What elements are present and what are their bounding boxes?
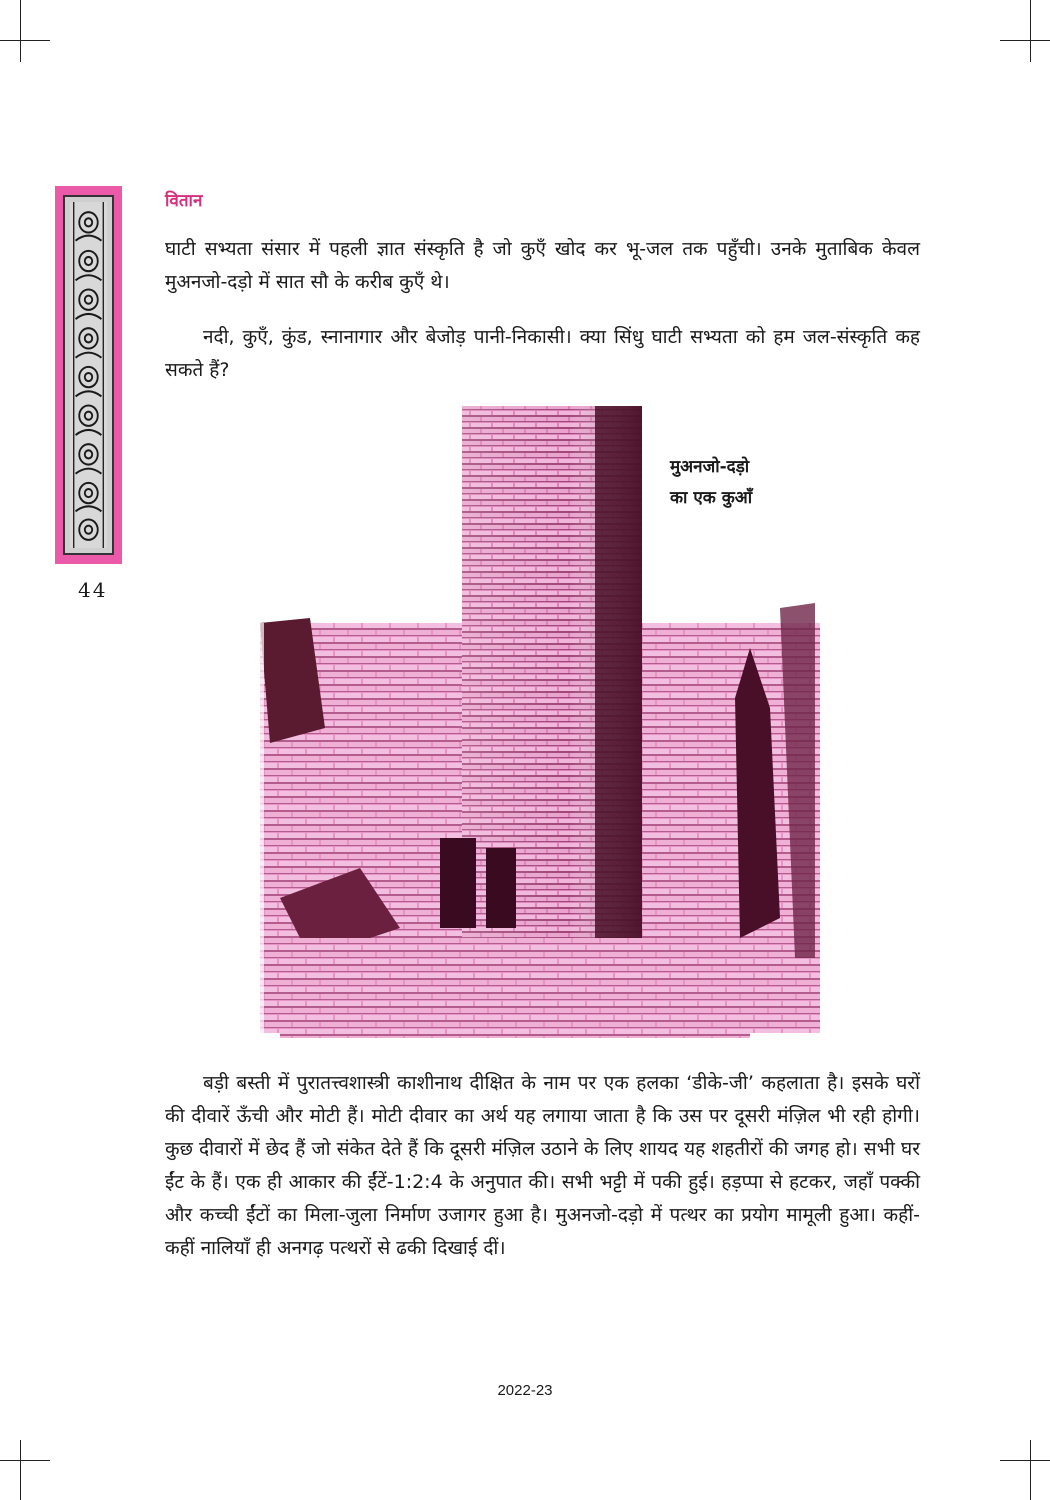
caption-line-1: मुअनजो-दड़ो [670,457,750,477]
crop-mark [1030,0,1031,62]
crop-mark [20,1440,21,1500]
crop-mark [0,1460,50,1461]
paragraph-3: बड़ी बस्ती में पुरातत्त्वशास्त्री काशीनाथ दीक्षित के नाम पर एक हलका ‘डीके-जी’ कहलाता है। इसके घरों की दीवारें ऊँची और मोटी हैं। मोटी दीवार का अर्थ यह लगाया जाता है कि उस पर दूसरी मंज़िल भी रही होगी। कुछ दीवारों में छेद हैं जो संकेत देते हैं कि दूसरी मंज़िल उठाने के लिए शायद यह शहतीरों की जगह हो। सभी घर ईंट के हैं। एक ही आकार की ईंटें-1:2:4 के अनुपात की। सभी भट्टी में पकी हुई। हड़प्पा से हटकर, जहाँ पक्की और कच्ची ईंटों का मिला-जुला निर्माण उजागर हुआ है। मुअनजो-दड़ो में पत्थर का प्रयोग मामूली हुआ। कहीं-कहीं नालियाँ ही अनगढ़ पत्थरों से ढकी दिखाई दीं। [165,1072,920,1259]
paragraph-2: नदी, कुएँ, कुंड, स्नानागार और बेजोड़ पानी-निकासी। क्या सिंधु घाटी सभ्यता को हम जल-संस्कृति कह सकते हैं? [165,326,920,381]
crop-mark [20,0,21,62]
ornament-pattern [63,195,114,555]
paragraph-1: घाटी सभ्यता संसार में पहली ज्ञात संस्कृति है जो कुएँ खोद कर भू-जल तक पहुँची। उनके मुताबिक केवल मुअनजो-दड़ो में सात सौ के करीब कुएँ थे। [165,238,920,293]
caption-line-2: का एक कुआँ [670,488,753,508]
crop-mark [1000,40,1050,41]
footer-year: 2022-23 [497,1382,553,1399]
crop-mark [0,40,50,41]
book-title: वितान [165,191,203,211]
scroll-ornament-icon [70,202,107,548]
page-number: 44 [78,578,108,602]
decorative-border-panel [55,186,122,564]
crop-mark [1030,1440,1031,1500]
crop-mark [1000,1460,1050,1461]
figure-caption [670,452,810,514]
